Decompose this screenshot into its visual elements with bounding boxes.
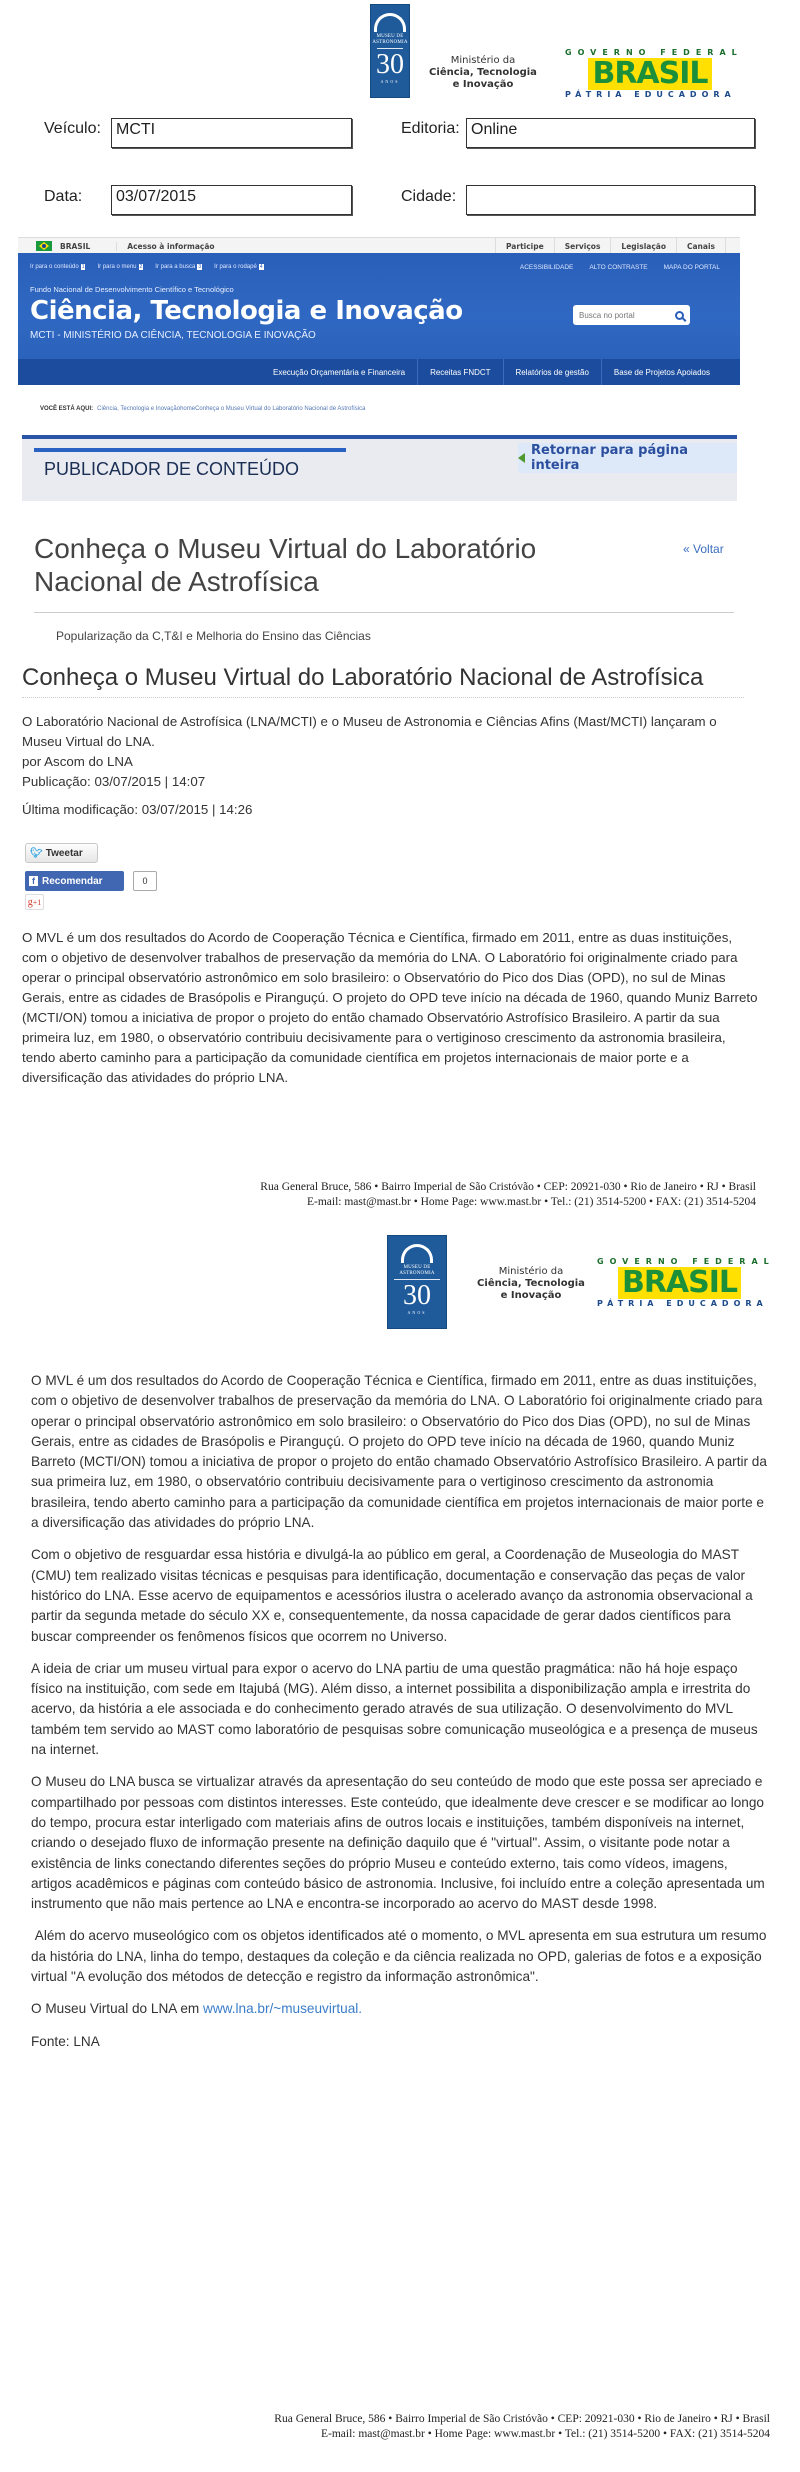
gplus-label: +1 [32,898,42,907]
data-label: Data: [44,188,83,205]
article-body-page2 [31,1371,771,2052]
ministry-line1: Ministério da [450,55,516,66]
article-paragraph-2: Com o objetivo de resguardar essa história e divulgá-la ao público em geral, a Coordenação de Museologia do MAST (CMU) tem realizado visitas técnicas e pesquisas para identificação, documentação e conservação das peças de valor histórico do LNA. Esse acervo de equipamentos e acessórios ilustra o acelerado avanço da astronomia observacional a partir da segunda metade do século XX e, consequentemente, da nossa capacidade de gerar dados científicos para buscar compreender os fenômenos físicos que ocorrem no Universo. [31,1547,753,1644]
article-lead: O Laboratório Nacional de Astrofísica (LNA/MCTI) e o Museu de Astronomia e Ciências Afins (Mast/MCTI) lançaram o Museu Virtual do LNA. [22,714,717,749]
article-title-line1: Conheça o Museu Virtual do Laboratório [34,533,537,564]
search-box[interactable] [573,305,690,325]
gplus-icon: g [27,897,33,908]
ministry-line1: Ministério da [498,1266,564,1277]
menu-relatorios[interactable]: Relatórios de gestão [503,359,601,385]
arrow-left-icon [518,453,525,463]
article-paragraph-5: Além do acervo museológico com os objetos identificados até o momento, o MVL apresenta em sua estrutura um resumo da história do LNA, linha do tempo, destaques da coleção e da ciência realizada no OPD, galerias de fotos e a exposição virtual "A evolução dos métodos de detecção e registro da informação astronômica". [31,1928,771,1985]
menu-execucao[interactable]: Execução Orçamentária e Financeira [273,367,406,377]
return-full-page-link[interactable] [518,443,737,473]
article-title-line2: Nacional de Astrofísica [34,566,319,597]
return-full-page-label: Retornar para página inteira [531,443,689,473]
ministry-line2: Ciência, Tecnologia [477,1278,585,1289]
gov-logo-bottom: PÁTRIA EDUCADORA [565,90,736,99]
publisher-title: PUBLICADOR DE CONTEÚDO [44,459,300,479]
article-paragraph-1: O MVL é um dos resultados do Acordo de Cooperação Técnica e Científica, firmado em 2011, entre as duas instituições, com o objetivo de desenvolver trabalhos de preservação da memória do LNA. O Laboratório foi originalmente criado para operar o principal observatório astronômico em solo brasileiro: o Observatório do Pico dos Dias (OPD), no sul de Minas Gerais, entre as cidades de Brasópolis e Piranguçú. O projeto do OPD teve início na década de 1960, quando Muniz Barreto (MCTI/ON) tomou a iniciativa de propor o projeto do então chamado Observatório Astrofísico Brasileiro. A partir da sua primeira luz, em 1980, o observatório contribuiu decisivamente para o vertiginoso crescimento da astronomia brasileira, tendo aberto caminho para a participação da comunidade científica em projetos internacionais de maior porte e a diversificação das atividades do próprio LNA. [31,1373,767,1531]
link-prefix: O Museu Virtual do LNA em [31,2001,204,2017]
ministry-line3: e Inovação [500,1290,562,1301]
mast-logo-name: MUSEU DE ASTRONOMIA [399,1265,435,1276]
skip-link-search[interactable]: Ir para a busca 3 [155,264,202,270]
gov-logo-top: GOVERNO FEDERAL [597,1257,775,1266]
article-subtitle: Conheça o Museu Virtual do Laboratório Nacional de Astrofísica [22,664,704,691]
footer-address: Rua General Bruce, 586 • Bairro Imperial de São Cristóvão • CEP: 20921-030 • Rio de Janeiro • RJ • Brasil [260,1181,756,1193]
footer-contact: E-mail: mast@mast.br • Home Page: www.mast.br • Tel.: (21) 3514-5200 • FAX: (21) 3514-5204 [306,1196,756,1208]
breadcrumb-label: VOCÊ ESTÁ AQUI: [40,406,94,412]
skip-link-menu[interactable]: Ir para o menu 2 [97,264,143,270]
skip-link-content[interactable]: Ir para o conteúdo 1 [30,264,85,270]
govbar-acesso-link[interactable]: Acesso à informação [116,242,214,251]
twitter-icon: 🐦︎ [30,847,43,859]
recommend-button[interactable] [25,871,124,891]
search-input[interactable]: Busca no portal [579,310,635,320]
museu-virtual-link[interactable]: www.lna.br/~museuvirtual. [203,2001,363,2017]
gov-logo-word: BRASIL [588,58,711,90]
breadcrumb-path[interactable]: Ciência, Tecnologia e InovaçãohomeConheça o Museu Virtual do Laboratório Nacional de Astrofísica [97,406,366,412]
editoria-field[interactable]: Online [466,118,755,148]
tweet-button[interactable] [25,843,98,863]
article-paragraph-1-page1: O MVL é um dos resultados do Acordo de Cooperação Técnica e Científica, firmado em 2011, entre as duas instituições, com o objetivo de desenvolver trabalhos de preservação da memória do LNA. O Laboratório foi originalmente criado para operar o principal observatório astronômico em solo brasileiro: o Observatório do Pico dos Dias (OPD), no sul de Minas Gerais, entre as cidades de Brasópolis e Piranguçú. O projeto do OPD teve início na década de 1960, quando Muniz Barreto (MCTI/ON) tomou a iniciativa de propor o projeto do então chamado Observatório Astrofísico Brasileiro. A partir da sua primeira luz, em 1980, o observatório contribuiu decisivamente para o vertiginoso crescimento da astronomia brasileira, tendo aberto caminho para a participação da comunidade científica em projetos internacionais de maior porte e a diversificação das atividades do próprio LNA. [22,930,758,1085]
footer-contact: E-mail: mast@mast.br • Home Page: www.mast.br • Tel.: (21) 3514-5200 • FAX: (21) 3514-5204 [320,2428,770,2440]
menu-base-projetos[interactable]: Base de Projetos Apoiados [601,359,740,385]
publisher-rule [34,448,346,452]
gov-logo-bottom: PÁTRIA EDUCADORA [597,1299,768,1308]
gov-logo-word: BRASIL [618,1267,741,1299]
menu-receitas[interactable]: Receitas FNDCT [417,359,502,385]
voltar-link[interactable]: « Voltar [683,542,724,556]
footer-address: Rua General Bruce, 586 • Bairro Imperial de São Cristóvão • CEP: 20921-030 • Rio de Janeiro • RJ • Brasil [274,2413,770,2425]
cidade-field[interactable] [466,185,755,215]
accessibility-links [520,264,720,271]
article-meta [22,712,742,820]
veiculo-label: Veículo: [44,120,101,137]
facebook-icon: f [29,876,38,886]
ministry-line2: Ciência, Tecnologia [429,67,537,78]
brazil-flag-icon [36,241,52,251]
article-paragraph-3: A ideia de criar um museu virtual para expor o acervo do LNA partiu de uma questão pragmática: não há hoje espaço físico na instituição, com sede em Itajubá (MG). Além disso, a internet possibilita a disponibilização ampla e irrestrita do acervo, da história a ele associada e do conhecimento gerado através de sua utilização. O desenvolvimento do MVL também tem servido ao MAST como laboratório de pesquisas sobre comunicação museológica e a presença de museus na internet. [31,1660,758,1758]
recommend-count: 0 [133,871,157,891]
govbar-canais[interactable]: Canais [676,238,726,254]
veiculo-field[interactable]: MCTI [111,118,352,148]
editoria-label: Editoria: [401,120,460,137]
article-paragraph-4: O Museu do LNA busca se virtualizar através da apresentação do seu conteúdo de modo que este possa ser apreciado e compartilhado por pessoas com distintos interesses. Este conteúdo, que idealmente deve crescer e se modificar ao longo do tempo, procura estar interligado com materiais afins de outros locais e instituições, também disponíveis na internet, criando o desejado fluxo de informação presente na definição daquilo que é "virtual". Assim, o visitante pode notar a existência de links conectando diferentes seções do próprio Museu e conteúdo externo, tais como vídeos, imagens, artigos acadêmicos e páginas com conteúdo básico de astronomia. Inclusive, foi incluído entre a coleção apresentada um instrumento que não mais pertence ao LNA e encontra-se incorporado ao acervo do MAST desde 1998. [31,1774,765,1912]
gov-brasil-logo [565,48,743,100]
subtitle-divider [22,697,744,699]
page1-footer [150,1180,756,1210]
portal-header [18,253,740,359]
mast-logo-number: 30 [376,49,404,80]
govbar-servicos[interactable]: Serviços [554,238,611,254]
article-published: Publicação: 03/07/2015 | 14:07 [22,774,206,789]
govbar-legislacao[interactable]: Legislação [610,238,676,254]
mast-logo-page2 [387,1235,447,1329]
mast-logo [370,4,410,98]
data-field[interactable]: 03/07/2015 [111,185,352,215]
article-link-line [31,1999,771,2019]
ministry-line3: e Inovação [452,79,514,90]
skip-link-footer[interactable]: Ir para o rodapé 4 [214,264,263,270]
alto-contraste-link[interactable]: ALTO CONTRASTE [589,264,648,271]
skip-links [30,264,264,270]
gov-brasil-logo-page2 [597,1257,775,1309]
article-modified: Última modificação: 03/07/2015 | 14:26 [22,802,253,817]
dome-icon [401,1244,433,1263]
gplus-button[interactable] [25,894,44,910]
recommend-label: Recomendar [42,875,103,887]
article-title [34,532,634,598]
ministry-logo-page2 [476,1266,586,1302]
search-icon[interactable] [675,311,684,320]
govbar-participe[interactable]: Participe [495,238,554,254]
mapa-portal-link[interactable]: MAPA DO PORTAL [663,264,720,271]
dome-icon [374,13,406,32]
publisher-panel [22,439,737,501]
tweet-label: Tweetar [45,847,83,859]
fund-name: Fundo Nacional de Desenvolvimento Científico e Tecnológico [30,285,234,294]
mast-logo-name: MUSEU DE ASTRONOMIA [372,34,408,45]
gov-bar [18,237,740,254]
site-title[interactable]: Ciência, Tecnologia e Inovação [30,296,463,326]
breadcrumb [40,406,365,412]
ministry-logo [428,55,538,91]
article-category[interactable]: Popularização da C,T&I e Melhoria do Ensino das Ciências [56,629,371,643]
portal-menu [18,359,740,385]
mast-logo-anos: ANOS [407,1310,427,1315]
gov-logo-top: GOVERNO FEDERAL [565,48,743,57]
article-author: por Ascom do LNA [22,754,133,769]
cidade-label: Cidade: [401,188,457,205]
mast-logo-number: 30 [403,1280,431,1311]
mast-logo-anos: ANOS [380,79,400,84]
page2-footer [150,2412,770,2442]
acessibilidade-link[interactable]: ACESSIBILIDADE [519,264,574,271]
title-divider [34,612,734,613]
govbar-right-links [495,238,740,254]
site-subtitle: MCTI - MINISTÉRIO DA CIÊNCIA, TECNOLOGIA E INOVAÇÃO [30,330,316,341]
article-source: Fonte: LNA [31,2033,100,2049]
govbar-brasil-link[interactable]: BRASIL [60,241,91,251]
